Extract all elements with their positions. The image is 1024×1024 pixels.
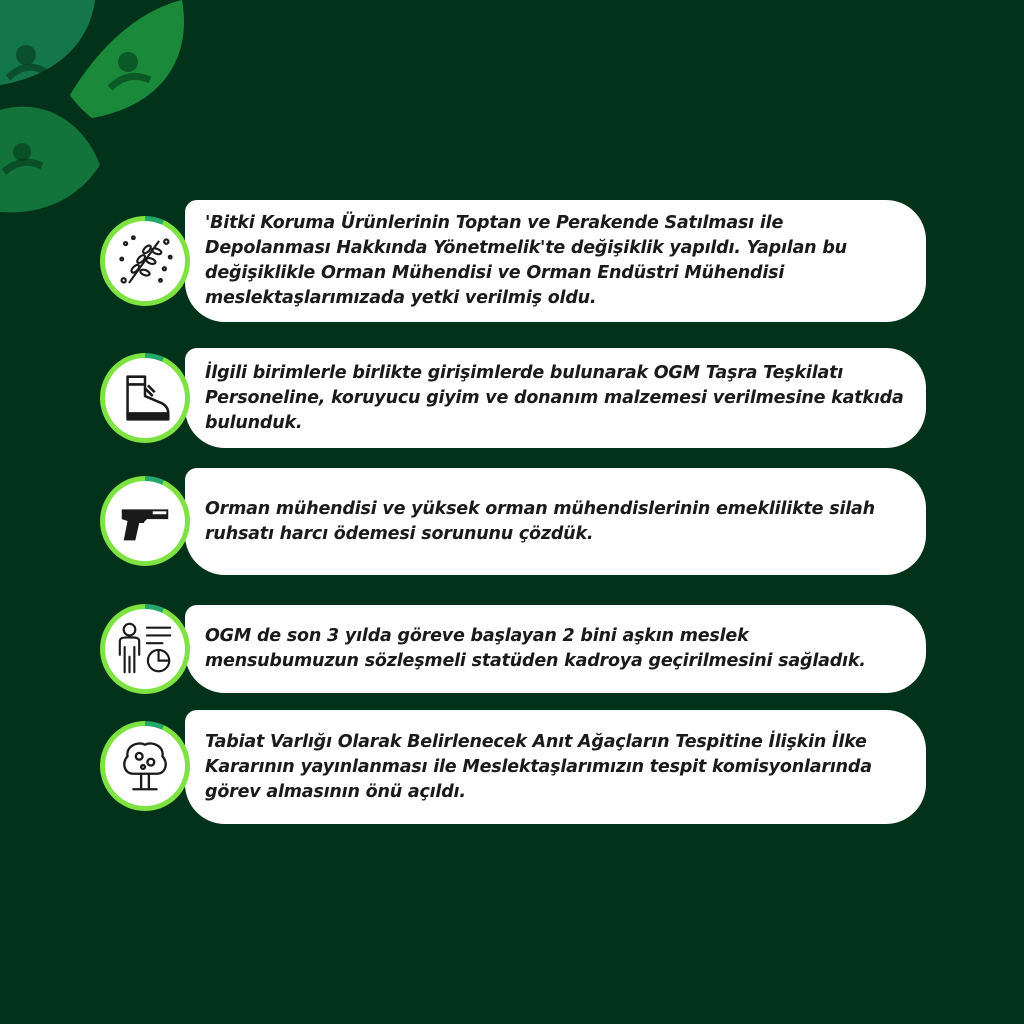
card-text: OGM de son 3 yılda göreve başlayan 2 bini aşkın meslek mensubumuzun sözleşmeli statüden kadroya geçirilmesini sağladık. <box>205 626 866 671</box>
list-item <box>100 468 926 575</box>
info-card <box>185 200 926 322</box>
pistol-icon <box>114 490 176 552</box>
person-report-icon <box>114 618 176 680</box>
card-text: Orman mühendisi ve yüksek orman mühendislerinin emeklilikte silah ruhsatı harcı ödemesi sorununu çözdük. <box>205 498 875 544</box>
list-item <box>100 710 926 824</box>
list-item <box>100 605 926 693</box>
card-text: İlgili birimlerle birlikte girişimlerde bulunarak OGM Taşra Teşkilatı Personeline, koruyucu giyim ve donanım malzemesi verilmesine katkıda bulunduk. <box>205 362 904 433</box>
leaf-spray-icon <box>114 230 176 292</box>
card-text: 'Bitki Koruma Ürünlerinin Toptan ve Perakende Satılması ile Depolanması Hakkında Yönetmelik'te değişiklik yapıldı. Yapılan bu değişiklikle Orman Mühendisi ve Orman Endüstri Mühendisi meslektaşlarımızada yetki verilmiş oldu. <box>205 213 847 308</box>
icon-badge <box>100 216 190 306</box>
info-card <box>185 348 926 448</box>
card-text: Tabiat Varlığı Olarak Belirlenecek Anıt Ağaçların Tespitine İlişkin İlke Kararının yayınlanması ile Meslektaşlarımızın tespit komisyonlarında görev almasının önü açıldı. <box>205 731 872 802</box>
info-card <box>185 710 926 824</box>
icon-badge <box>100 604 190 694</box>
work-boot-icon <box>114 367 176 429</box>
info-card <box>185 468 926 575</box>
icon-badge <box>100 476 190 566</box>
info-card <box>185 605 926 693</box>
leaf-people-logo <box>0 0 200 220</box>
list-item <box>100 200 926 322</box>
tree-icon <box>114 735 176 797</box>
icon-badge <box>100 721 190 811</box>
list-item <box>100 348 926 448</box>
icon-badge <box>100 353 190 443</box>
